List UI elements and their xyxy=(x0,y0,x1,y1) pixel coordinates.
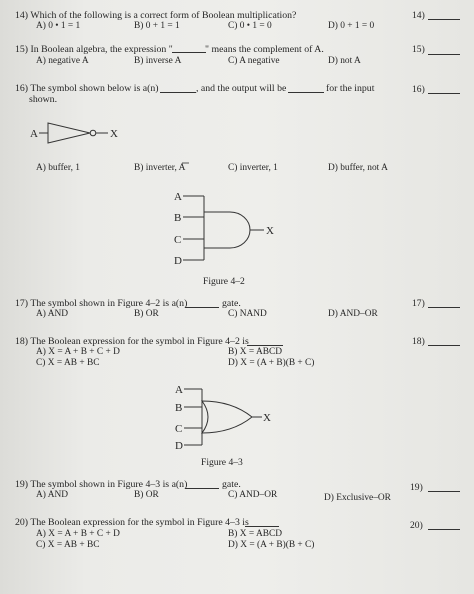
q20-option-d[interactable]: D) X = (A + B)(B + C) xyxy=(228,540,315,550)
q15-prompt-end: " means the complement of A. xyxy=(205,44,324,55)
q14-number: 14) xyxy=(412,10,425,21)
q20-number: 20) xyxy=(410,520,423,531)
q19-option-d[interactable]: D) Exclusive–OR xyxy=(324,493,391,503)
buffer-inverter-symbol xyxy=(28,120,138,146)
q17-number: 17) xyxy=(412,298,425,309)
q20-option-b[interactable]: B) X = ABCD xyxy=(228,529,282,539)
q19-answer-blank[interactable] xyxy=(428,491,460,492)
q16-option-a[interactable]: A) buffer, 1 xyxy=(36,163,80,173)
q16-number: 16) xyxy=(412,84,425,95)
q17-inline-blank xyxy=(185,307,219,308)
fig42-input-c: C xyxy=(174,234,182,246)
q15-inline-blank xyxy=(172,52,206,53)
fig43-input-c: C xyxy=(175,423,183,435)
q15-prompt-start: 15) In Boolean algebra, the expression " xyxy=(15,44,173,55)
q16-inline-blank-2 xyxy=(288,92,324,93)
q17-prompt-start: 17) The symbol shown in Figure 4–2 is a(n) xyxy=(15,298,188,309)
q18-inline-blank xyxy=(247,345,283,346)
q18-option-b[interactable]: B) X = ABCD xyxy=(228,347,282,357)
q16-prompt-part1: 16) The symbol shown below is a(n) xyxy=(15,83,159,94)
fig42-input-d: D xyxy=(174,255,182,267)
q16-prompt-part2: , and the output will be xyxy=(196,83,287,94)
q17-option-a[interactable]: A) AND xyxy=(36,309,69,319)
q19-option-a[interactable]: A) AND xyxy=(36,490,69,500)
figure-4-2-caption: Figure 4–2 xyxy=(203,276,245,287)
q14-option-b[interactable]: B) 0 + 1 = 1 xyxy=(134,21,180,31)
q15-option-a[interactable]: A) negative A xyxy=(36,56,89,66)
q19-prompt-start: 19) The symbol shown in Figure 4–3 is a(n) xyxy=(15,479,188,490)
q18-answer-blank[interactable] xyxy=(428,345,460,346)
q15-number: 15) xyxy=(412,44,425,55)
q15-answer-blank[interactable] xyxy=(428,54,460,55)
figure-4-3-or-gate xyxy=(172,383,292,453)
fig43-output-x: X xyxy=(263,412,271,424)
q19-option-c[interactable]: C) AND–OR xyxy=(228,490,278,500)
q14-option-a[interactable]: A) 0 • 1 = 1 xyxy=(36,21,81,31)
fig43-input-d: D xyxy=(175,440,183,452)
q15-option-b[interactable]: B) inverse A xyxy=(134,56,182,66)
q20-option-c[interactable]: C) X = AB + BC xyxy=(36,540,100,550)
q18-number: 18) xyxy=(412,336,425,347)
q19-option-b[interactable]: B) OR xyxy=(134,490,159,500)
fig42-input-b: B xyxy=(174,212,182,224)
q14-option-c[interactable]: C) 0 • 1 = 0 xyxy=(228,21,272,31)
q16-option-b[interactable]: B) inverter, A xyxy=(134,163,186,173)
q19-inline-blank xyxy=(185,488,219,489)
fig42-output-x: X xyxy=(266,225,274,237)
q19-number: 19) xyxy=(410,482,423,493)
q15-option-d[interactable]: D) not A xyxy=(328,56,361,66)
q20-inline-blank xyxy=(245,526,279,527)
q17-option-c[interactable]: C) NAND xyxy=(228,309,267,319)
overbar-mark xyxy=(180,161,192,165)
q18-option-a[interactable]: A) X = A + B + C + D xyxy=(36,347,120,357)
q16-option-d[interactable]: D) buffer, not A xyxy=(328,163,388,173)
q19-prompt-end: gate. xyxy=(222,479,241,490)
fig43-input-a: A xyxy=(175,384,183,396)
q18-option-c[interactable]: C) X = AB + BC xyxy=(36,358,100,368)
q16-answer-blank[interactable] xyxy=(428,93,460,94)
q17-answer-blank[interactable] xyxy=(428,307,460,308)
q14-option-d[interactable]: D) 0 + 1 = 0 xyxy=(328,21,375,31)
q16-prompt-part3: for the input xyxy=(326,83,375,94)
q17-prompt-end: gate. xyxy=(222,298,241,309)
q20-prompt: 20) The Boolean expression for the symbol in Figure 4–3 is xyxy=(15,517,249,528)
q16-gate-output-label: X xyxy=(110,128,118,140)
q18-option-d[interactable]: D) X = (A + B)(B + C) xyxy=(228,358,315,368)
q14-prompt: 14) Which of the following is a correct form of Boolean multiplication? xyxy=(15,10,297,21)
q17-option-d[interactable]: D) AND–OR xyxy=(328,309,378,319)
q16-inline-blank-1 xyxy=(160,92,196,93)
q17-option-b[interactable]: B) OR xyxy=(134,309,159,319)
figure-4-2-and-gate xyxy=(170,188,290,268)
q20-option-a[interactable]: A) X = A + B + C + D xyxy=(36,529,120,539)
q16-prompt-part4: shown. xyxy=(29,94,58,105)
q14-answer-blank[interactable] xyxy=(428,19,460,20)
q15-option-c[interactable]: C) A negative xyxy=(228,56,280,66)
fig43-input-b: B xyxy=(175,402,183,414)
q16-gate-input-label: A xyxy=(30,128,38,140)
q20-answer-blank[interactable] xyxy=(428,529,460,530)
fig42-input-a: A xyxy=(174,191,182,203)
q16-option-c[interactable]: C) inverter, 1 xyxy=(228,163,278,173)
figure-4-3-caption: Figure 4–3 xyxy=(201,457,243,468)
q18-prompt: 18) The Boolean expression for the symbol in Figure 4–2 is xyxy=(15,336,249,347)
